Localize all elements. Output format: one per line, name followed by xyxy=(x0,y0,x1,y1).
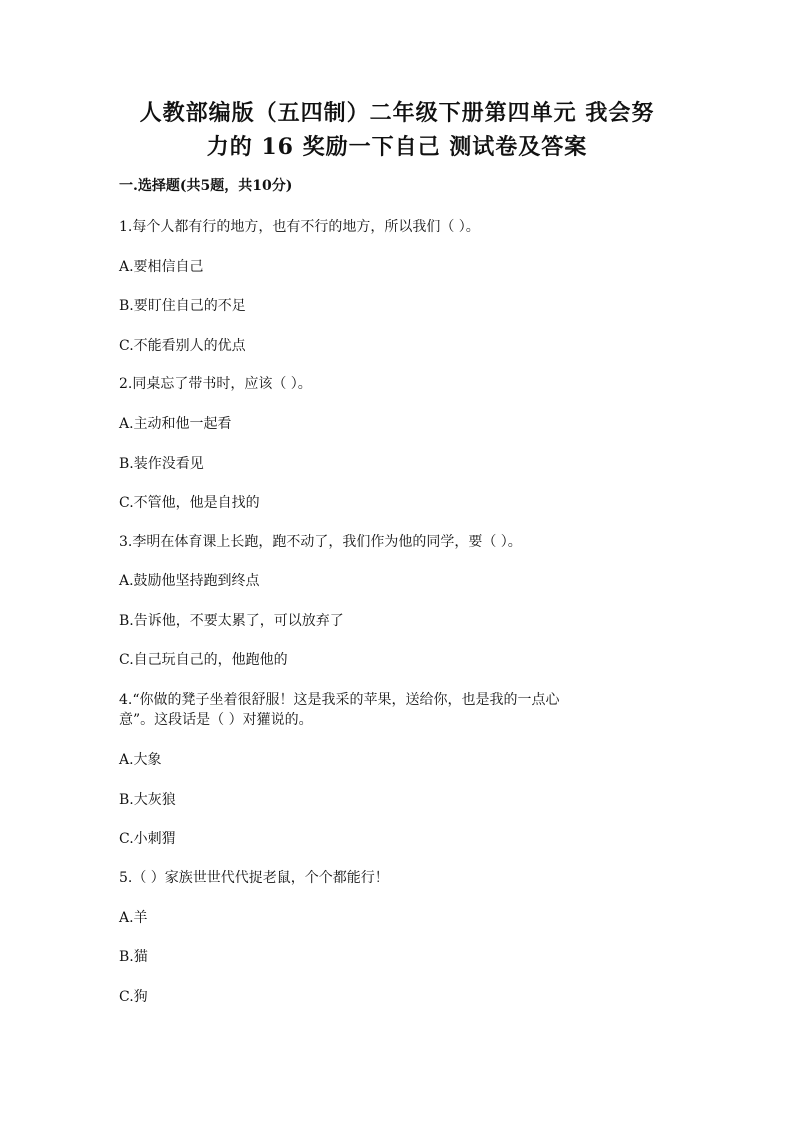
question-2-option-a: A.主动和他一起看 xyxy=(119,416,232,432)
question-1-option-c: C.不能看别人的优点 xyxy=(119,338,246,354)
question-2-option-c: C.不管他，他是自找的 xyxy=(119,495,260,511)
question-5-option-a: A.羊 xyxy=(119,910,148,926)
question-5-option-c: C.狗 xyxy=(119,989,148,1005)
question-3-stem: 3.李明在体育课上长跑，跑不动了，我们作为他的同学，要（ ）。 xyxy=(119,534,522,550)
question-3-option-c: C.自己玩自己的，他跑他的 xyxy=(119,652,288,668)
question-3-option-b: B.告诉他，不要太累了，可以放弃了 xyxy=(119,613,344,629)
question-2-option-b: B.装作没看见 xyxy=(119,456,204,472)
question-4-stem-line-2: 意”。这段话是（ ）对獾说的。 xyxy=(119,712,313,728)
question-1-option-a: A.要相信自己 xyxy=(119,259,204,275)
question-4-option-c: C.小刺猬 xyxy=(119,831,176,847)
question-4-option-b: B.大灰狼 xyxy=(119,792,176,808)
question-5-stem: 5.（ ）家族世世代代捉老鼠，个个都能行！ xyxy=(119,870,389,886)
question-3-option-a: A.鼓励他坚持跑到终点 xyxy=(119,573,260,589)
question-1-option-b: B.要盯住自己的不足 xyxy=(119,298,246,314)
question-4-option-a: A.大象 xyxy=(119,752,162,768)
page-title-line-1: 人教部编版（五四制）二年级下册第四单元 我会努 xyxy=(139,100,655,126)
section-heading: 一.选择题(共5题，共10分) xyxy=(119,178,293,194)
page-title-line-2: 力的 16 奖励一下自己 测试卷及答案 xyxy=(206,134,588,160)
question-1-stem: 1.每个人都有行的地方，也有不行的地方，所以我们（ ）。 xyxy=(119,219,480,235)
question-2-stem: 2.同桌忘了带书时，应该（ ）。 xyxy=(119,376,312,392)
question-4-stem-line-1: 4.“你做的凳子坐着很舒服！这是我采的苹果，送给你，也是我的一点心 xyxy=(119,692,560,708)
question-5-option-b: B.猫 xyxy=(119,949,148,965)
